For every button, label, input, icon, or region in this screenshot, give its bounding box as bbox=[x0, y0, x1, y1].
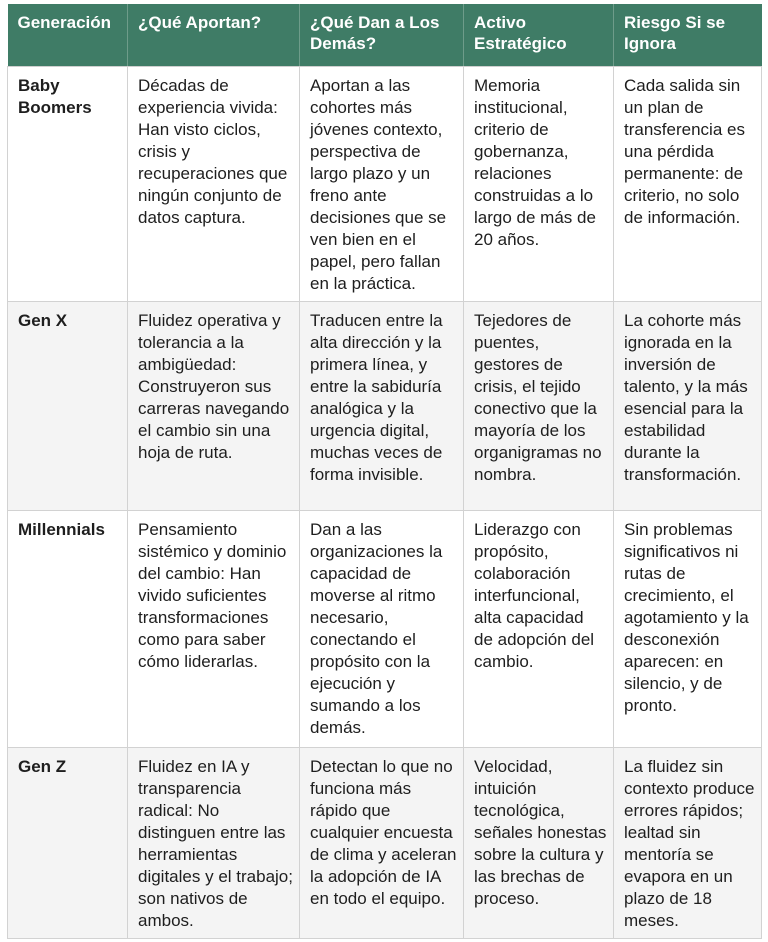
header-risk-if-ignored: Riesgo Si se Ignora bbox=[614, 4, 762, 66]
table-cell: Tejedores de puentes, gestores de crisis, el tejido conectivo que la mayoría de los organigramas no nombra. bbox=[464, 301, 614, 510]
table-cell: Detectan lo que no funciona más rápido que cualquier encuesta de clima y aceleran la adopción de IA en todo el equipo. bbox=[300, 747, 464, 938]
table-row bbox=[8, 747, 762, 938]
table-cell: Décadas de experiencia vivida: Han visto ciclos, crisis y recuperaciones que ningún conjunto de datos captura. bbox=[128, 66, 300, 301]
table-cell: Aportan a las cohortes más jóvenes contexto, perspectiva de largo plazo y un freno ante decisiones que se ven bien en el papel, pero fallan en la práctica. bbox=[300, 66, 464, 301]
header-what-they-bring: ¿Qué Aportan? bbox=[128, 4, 300, 66]
generation-cell: Baby Boomers bbox=[8, 66, 128, 301]
generation-cell: Millennials bbox=[8, 510, 128, 747]
table-cell: Fluidez en IA y transparencia radical: No distinguen entre las herramientas digitales y el trabajo; son nativos de ambos. bbox=[128, 747, 300, 938]
table-row bbox=[8, 66, 762, 301]
table-header-row bbox=[8, 4, 762, 66]
table-cell: Velocidad, intuición tecnológica, señales honestas sobre la cultura y las brechas de proceso. bbox=[464, 747, 614, 938]
table-cell: Traducen entre la alta dirección y la primera línea, y entre la sabiduría analógica y la urgencia digital, muchas veces de forma invisible. bbox=[300, 301, 464, 510]
table-cell: La fluidez sin contexto produce errores rápidos; lealtad sin mentoría se evapora en un plazo de 18 meses. bbox=[614, 747, 762, 938]
table-cell: Sin problemas significativos ni rutas de crecimiento, el agotamiento y la desconexión aparecen: en silencio, y de pronto. bbox=[614, 510, 762, 747]
table-cell: Cada salida sin un plan de transferencia es una pérdida permanente: de criterio, no solo de información. bbox=[614, 66, 762, 301]
table-cell: Memoria institucional, criterio de gobernanza, relaciones construidas a lo largo de más de 20 años. bbox=[464, 66, 614, 301]
table-cell: Pensamiento sistémico y dominio del cambio: Han vivido suficientes transformaciones como para saber cómo liderarlas. bbox=[128, 510, 300, 747]
table-cell: Fluidez operativa y tolerancia a la ambigüedad: Construyeron sus carreras navegando el cambio sin una hoja de ruta. bbox=[128, 301, 300, 510]
header-strategic-asset: Activo Estratégico bbox=[464, 4, 614, 66]
table-cell: Dan a las organizaciones la capacidad de moverse al ritmo necesario, conectando el propósito con la ejecución y sumando a los demás. bbox=[300, 510, 464, 747]
table-cell: La cohorte más ignorada en la inversión de talento, y la más esencial para la estabilidad durante la transformación. bbox=[614, 301, 762, 510]
table-row bbox=[8, 510, 762, 747]
table-cell: Liderazgo con propósito, colaboración interfuncional, alta capacidad de adopción del cambio. bbox=[464, 510, 614, 747]
header-what-they-give: ¿Qué Dan a Los Demás? bbox=[300, 4, 464, 66]
table-row bbox=[8, 301, 762, 510]
generations-table bbox=[7, 4, 762, 939]
generation-cell: Gen X bbox=[8, 301, 128, 510]
generation-cell: Gen Z bbox=[8, 747, 128, 938]
header-generation: Generación bbox=[8, 4, 128, 66]
